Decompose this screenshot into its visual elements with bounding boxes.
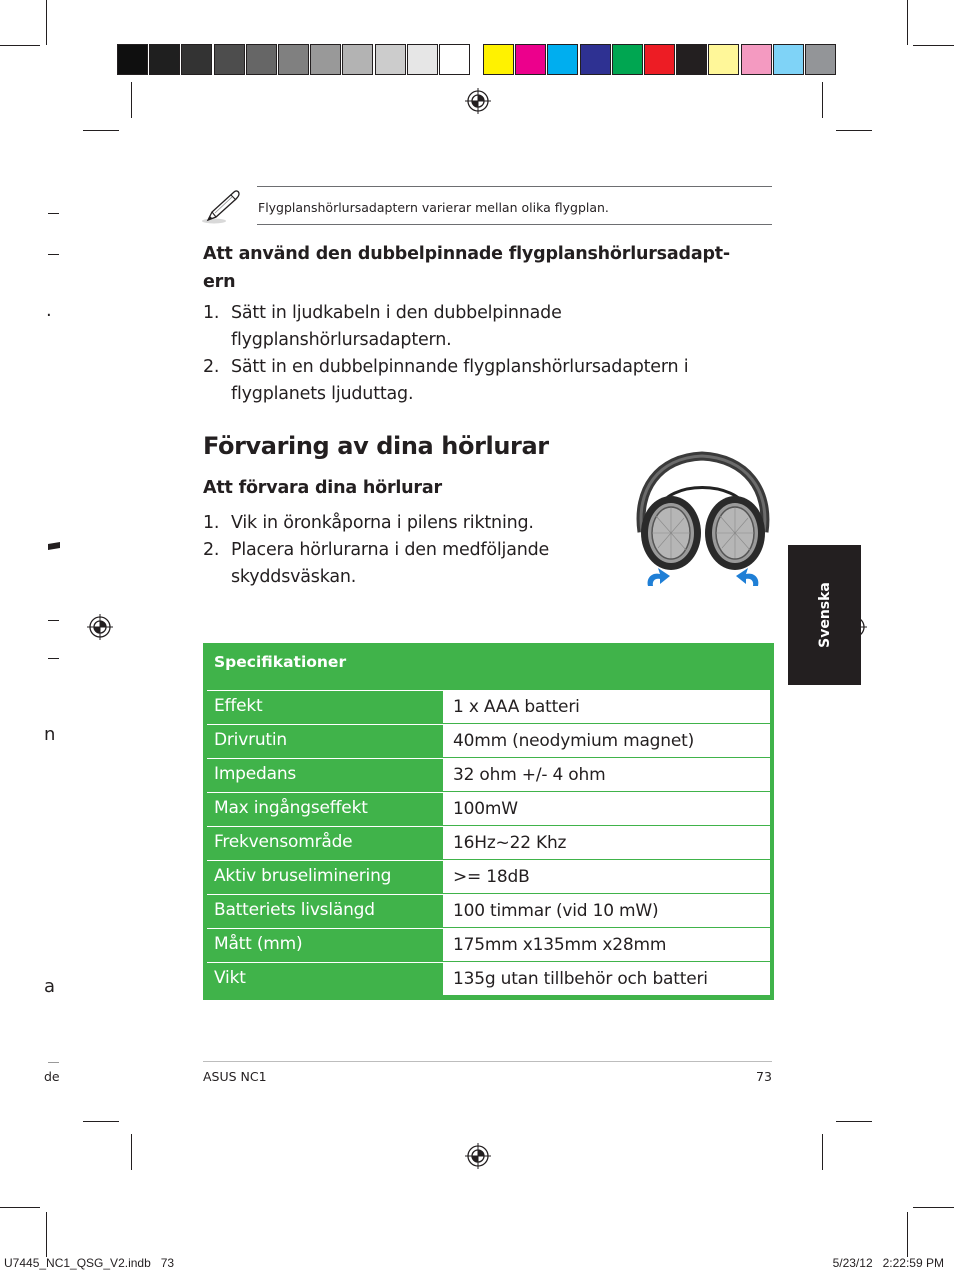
crop-mark xyxy=(907,1212,908,1257)
color-swatch xyxy=(547,44,578,75)
color-swatch xyxy=(439,44,470,75)
pencil-note-icon xyxy=(200,188,242,226)
color-swatch xyxy=(310,44,341,75)
color-swatch xyxy=(676,44,707,75)
crop-mark xyxy=(907,0,908,45)
step-number: 2. xyxy=(203,357,220,377)
spec-label: Max ingångseffekt xyxy=(214,798,368,818)
section1-heading-line: ern xyxy=(203,272,236,292)
bleed-dash xyxy=(48,658,59,659)
color-swatch xyxy=(278,44,309,75)
crop-mark xyxy=(0,45,40,46)
table-row xyxy=(207,894,770,928)
spec-value: >= 18dB xyxy=(453,867,530,887)
footer-left-fragment: de xyxy=(44,1069,60,1084)
list-item xyxy=(203,300,763,354)
crop-mark xyxy=(83,130,119,131)
color-swatch xyxy=(773,44,804,75)
spec-value-cell xyxy=(443,691,770,723)
spec-value: 100 timmar (vid 10 mW) xyxy=(453,901,659,921)
registration-mark-icon xyxy=(87,614,113,640)
crop-mark xyxy=(46,1212,47,1257)
bleed-mark xyxy=(48,542,60,550)
color-swatch xyxy=(181,44,212,75)
crop-mark xyxy=(131,82,132,118)
spec-value-cell xyxy=(443,759,770,791)
section2-steps xyxy=(203,510,603,591)
table-row xyxy=(207,792,770,826)
color-swatch xyxy=(246,44,277,75)
section1-heading-line: Att använd den dubbelpinnade flygplanshörlursadapt- xyxy=(203,244,730,264)
list-item xyxy=(203,537,603,591)
spec-label: Batteriets livslängd xyxy=(214,900,375,920)
color-swatch xyxy=(644,44,675,75)
table-row xyxy=(207,690,770,724)
color-swatch xyxy=(407,44,438,75)
spec-label: Drivrutin xyxy=(214,730,287,750)
step-text: Sätt in en dubbelpinnande flygplanshörlursadaptern i xyxy=(231,357,689,377)
step-text: skyddsväskan. xyxy=(231,567,357,587)
color-swatch xyxy=(117,44,148,75)
spec-table xyxy=(203,643,774,1000)
list-item xyxy=(203,510,603,537)
step-text: flygplanets ljuduttag. xyxy=(231,384,414,404)
spec-value: 100mW xyxy=(453,799,518,819)
registration-mark-icon xyxy=(465,88,491,114)
bleed-dash xyxy=(48,213,59,214)
crop-mark xyxy=(836,1121,872,1122)
crop-mark xyxy=(822,1134,823,1170)
spec-value-cell xyxy=(443,929,770,961)
crop-mark xyxy=(46,0,47,45)
bleed-fragment: . xyxy=(46,300,52,321)
color-swatch xyxy=(805,44,836,75)
color-swatch xyxy=(149,44,180,75)
table-row xyxy=(207,860,770,894)
spec-table-title: Specifikationer xyxy=(214,653,347,671)
spec-value: 175mm x135mm x28mm xyxy=(453,935,667,955)
color-swatch xyxy=(214,44,245,75)
step-number: 1. xyxy=(203,513,220,533)
section1-steps xyxy=(203,300,763,408)
color-swatch xyxy=(708,44,739,75)
bleed-dash xyxy=(48,1062,59,1063)
color-swatch xyxy=(375,44,406,75)
color-swatch xyxy=(612,44,643,75)
table-row xyxy=(207,962,770,996)
spec-label: Frekvensområde xyxy=(214,832,353,852)
spec-value-cell xyxy=(443,963,770,995)
step-number: 2. xyxy=(203,540,220,560)
bleed-fragment: a xyxy=(44,976,56,997)
spec-value-cell xyxy=(443,793,770,825)
crop-mark xyxy=(83,1121,119,1122)
spec-label: Impedans xyxy=(214,764,297,784)
spec-value-cell xyxy=(443,895,770,927)
section1-heading xyxy=(203,240,730,296)
list-item xyxy=(203,354,763,408)
language-tab xyxy=(788,545,861,685)
slug-file-info: U7445_NC1_QSG_V2.indb 73 xyxy=(4,1256,175,1270)
step-text: Placera hörlurarna i den medföljande xyxy=(231,540,550,560)
spec-value-cell xyxy=(443,725,770,757)
spec-label: Vikt xyxy=(214,968,246,988)
color-swatch xyxy=(580,44,611,75)
bleed-fragment: n xyxy=(44,724,56,745)
spec-value: 32 ohm +/- 4 ohm xyxy=(453,765,606,785)
spec-label: Effekt xyxy=(214,696,263,716)
color-swatch xyxy=(342,44,373,75)
section2-subheading: Att förvara dina hörlurar xyxy=(203,478,442,498)
crop-mark xyxy=(131,1134,132,1170)
spec-label: Mått (mm) xyxy=(214,934,303,954)
spec-value: 16Hz~22 Khz xyxy=(453,833,567,853)
color-swatch xyxy=(515,44,546,75)
spec-value: 135g utan tillbehör och batteri xyxy=(453,969,708,989)
spec-value-cell xyxy=(443,861,770,893)
spec-value-cell xyxy=(443,827,770,859)
headphones-illustration xyxy=(628,450,778,592)
registration-mark-icon xyxy=(465,1143,491,1169)
note-top-rule xyxy=(257,186,772,187)
section-title: Förvaring av dina hörlurar xyxy=(203,432,549,460)
footer-product: ASUS NC1 xyxy=(203,1069,267,1084)
color-swatch xyxy=(483,44,514,75)
crop-mark xyxy=(836,130,872,131)
color-swatch xyxy=(741,44,772,75)
step-text: Sätt in ljudkabeln i den dubbelpinnade xyxy=(231,303,562,323)
footer-page-number: 73 xyxy=(756,1069,772,1084)
step-text: flygplanshörlursadaptern. xyxy=(231,330,452,350)
step-text: Vik in öronkåporna i pilens riktning. xyxy=(231,513,534,533)
spec-value: 1 x AAA batteri xyxy=(453,697,580,717)
language-tab-label: Svenska xyxy=(816,582,833,648)
table-row xyxy=(207,928,770,962)
note-bottom-rule xyxy=(257,224,772,225)
spec-label: Aktiv bruseliminering xyxy=(214,866,392,886)
crop-mark xyxy=(913,45,954,46)
crop-mark xyxy=(0,1207,40,1208)
note-text: Flygplanshörlursadaptern varierar mellan olika flygplan. xyxy=(258,200,609,215)
table-row xyxy=(207,826,770,860)
step-number: 1. xyxy=(203,303,220,323)
table-row xyxy=(207,724,770,758)
bleed-dash xyxy=(48,620,59,621)
spec-value: 40mm (neodymium magnet) xyxy=(453,731,694,751)
footer-rule xyxy=(203,1061,772,1062)
table-row xyxy=(207,758,770,792)
bleed-dash xyxy=(48,254,59,255)
crop-mark xyxy=(913,1207,954,1208)
crop-mark xyxy=(822,82,823,118)
slug-date: 5/23/12 2:22:59 PM xyxy=(832,1256,944,1270)
